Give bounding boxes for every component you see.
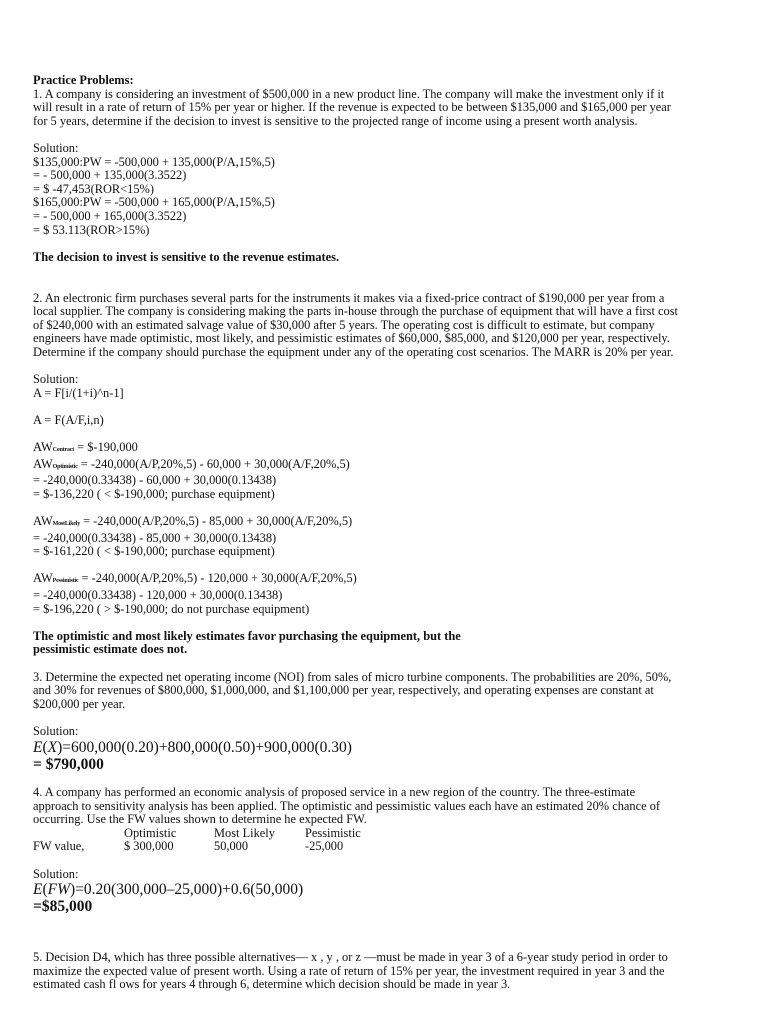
solution-line: $135,000:PW = -500,000 + 135,000(P/A,15%,5) <box>33 154 275 169</box>
random-variable: FW <box>47 881 71 899</box>
problem-4 <box>33 786 745 915</box>
aw-most-likely-line <box>33 515 745 532</box>
sinking-fund-formula: A = F[i/(1+i)^n-1] <box>33 385 124 400</box>
solution-line: = -240,000(0.33438) - 60,000 + 30,000(0.13438) <box>33 473 277 488</box>
problem-3-text-line: 3. Determine the expected net operating income (NOI) from sales of micro turbine components. The probabilities are 20%, 50%, <box>33 669 672 684</box>
problem-5-text-line: maximize the expected value of present worth. Using a rate of return of 15% per year, the investment required in year 3 and the <box>33 963 665 978</box>
problem-1-text-line: for 5 years, determine if the decision to invest is sensitive to the projected range of income using a present worth analysis. <box>33 113 638 128</box>
problem-3 <box>33 671 745 773</box>
aw-optimistic-equation: = -240,000(A/P,20%,5) - 60,000 + 30,000(A/F,20%,5) <box>77 456 350 471</box>
aw-contract-value: = $-190,000 <box>74 440 138 455</box>
expected-fw-equation: E(FW)=0.20(300,000–25,000)+0.6(50,000) <box>33 881 304 899</box>
solution-line: = -240,000(0.33438) - 85,000 + 30,000(0.13438) <box>33 530 277 545</box>
problem-2-text-line: of $240,000 with an estimated salvage value of $30,000 after 5 years. The operating cost is difficult to estimate, but company <box>33 317 655 332</box>
fw-header-pessimistic: Pessimistic <box>305 825 361 840</box>
problem-5 <box>33 951 745 992</box>
problem-2-text-line: 2. An electronic firm purchases several parts for the instruments it makes via a fixed-price contract of $190,000 per year from a <box>33 290 665 305</box>
problem-1 <box>33 88 745 265</box>
aw-prefix: AW <box>33 456 53 471</box>
problem-4-text-line: approach to sensitivity analysis has been applied. The optimistic and pessimistic values each have an estimated 20% chance of <box>33 798 661 813</box>
solution-label: Solution: <box>33 723 79 738</box>
fw-header-most-likely: Most Likely <box>214 825 275 840</box>
problem-2-text-line: local supplier. The company is considering making the parts in-house through the purchase of equipment that will have a first cost <box>33 304 678 319</box>
aw-prefix: AW <box>33 514 53 528</box>
problem-1-text-line: 1. A company is considering an investment of $500,000 in a new product line. The company will make the investment only if it <box>33 86 665 101</box>
problem-3-text-line: and 30% for revenues of $800,000, $1,000,000, and $1,100,000 per year, respectively, and operating expenses are constant at <box>33 683 654 698</box>
problem-2 <box>33 292 745 657</box>
fw-value-optimistic: $ 300,000 <box>124 839 174 854</box>
solution-line: = $ 53.113(ROR>15%) <box>33 222 150 237</box>
fw-value-most-likely: 50,000 <box>214 839 249 854</box>
solution-line: = $-196,220 ( > $-190,000; do not purchase equipment) <box>33 601 310 616</box>
aw-prefix: AW <box>33 440 53 455</box>
solution-line: $165,000:PW = -500,000 + 165,000(P/A,15%,5) <box>33 195 275 210</box>
problem-4-answer: =$85,000 <box>33 898 93 916</box>
problem-3-answer: = $790,000 <box>33 755 104 773</box>
solution-line: = - 500,000 + 135,000(3.3522) <box>33 168 187 183</box>
factor-notation-formula: A = F(A/F,i,n) <box>33 412 104 427</box>
expectation-symbol: E <box>33 738 43 756</box>
expected-value-terms: )=600,000(0.20)+800,000(0.50)+900,000(0.30) <box>57 738 352 756</box>
document-page <box>33 74 745 992</box>
aw-optimistic-line <box>33 458 745 475</box>
aw-most-likely-equation: = -240,000(A/P,20%,5) - 85,000 + 30,000(A/F,20%,5) <box>80 514 353 528</box>
solution-label: Solution: <box>33 140 79 155</box>
problem-4-text-line: 4. A company has performed an economic analysis of proposed service in a new region of the country. The three-estimate <box>33 785 636 800</box>
solution-label: Solution: <box>33 866 79 881</box>
aw-optimistic-subscript: Optimistic <box>52 463 78 470</box>
fw-table-header <box>33 827 745 841</box>
problem-2-text-line: engineers have made optimistic, most likely, and pessimistic estimates of $60,000, $85,000, and $120,000 per year, respectively. <box>33 331 670 346</box>
aw-contract-subscript: Contract <box>52 447 75 454</box>
practice-problems-heading: Practice Problems: <box>33 73 134 87</box>
expected-value-equation: E(X)=600,000(0.20)+800,000(0.50)+900,000(0.30) <box>33 738 352 756</box>
problem-2-conclusion-line: The optimistic and most likely estimates favor purchasing the equipment, but the <box>33 628 461 643</box>
aw-pessimistic-line <box>33 572 745 589</box>
solution-line: = $ -47,453(ROR<15%) <box>33 181 155 196</box>
solution-line: = $-161,220 ( < $-190,000; purchase equipment) <box>33 544 275 559</box>
problem-2-text-line: Determine if the company should purchase the equipment under any of the operating cost scenarios. The MARR is 20% per year. <box>33 344 674 359</box>
problem-1-text-line: will result in a rate of return of 15% per year or higher. If the revenue is expected to be between $135,000 and $165,000 per year <box>33 100 671 115</box>
aw-most-likely-subscript: MostLikely <box>52 521 80 527</box>
fw-value-pessimistic: -25,000 <box>305 839 344 854</box>
solution-line: = $-136,220 ( < $-190,000; purchase equipment) <box>33 486 275 501</box>
random-variable: X <box>47 738 58 756</box>
problem-5-text-line: 5. Decision D4, which has three possible alternatives— x , y , or z —must be made in year 3 of a 6-year study period in order to <box>33 950 668 965</box>
aw-pessimistic-equation: = -240,000(A/P,20%,5) - 120,000 + 30,000(A/F,20%,5) <box>78 571 357 586</box>
fw-row-label: FW value, <box>33 839 85 854</box>
solution-label: Solution: <box>33 372 79 387</box>
aw-pessimistic-subscript: Pessimistic <box>52 578 79 585</box>
problem-2-conclusion-line: pessimistic estimate does not. <box>33 642 188 657</box>
problem-3-text-line: $200,000 per year. <box>33 696 126 711</box>
problem-5-text-line: estimated cash fl ows for years 4 through 6, determine which decision should be made in year 3. <box>33 977 511 992</box>
problem-1-conclusion: The decision to invest is sensitive to the revenue estimates. <box>33 249 340 264</box>
fw-table-row <box>33 840 745 854</box>
fw-header-optimistic: Optimistic <box>124 825 177 840</box>
solution-line: = -240,000(0.33438) - 120,000 + 30,000(0.13438) <box>33 587 283 602</box>
aw-contract-line <box>33 441 745 458</box>
problem-4-text-line: occurring. Use the FW values shown to determine he expected FW. <box>33 812 367 827</box>
solution-line: = - 500,000 + 165,000(3.3522) <box>33 208 187 223</box>
aw-prefix: AW <box>33 571 53 586</box>
expected-fw-terms: )=0.20(300,000–25,000)+0.6(50,000) <box>70 881 304 899</box>
expectation-symbol: E <box>33 881 43 899</box>
